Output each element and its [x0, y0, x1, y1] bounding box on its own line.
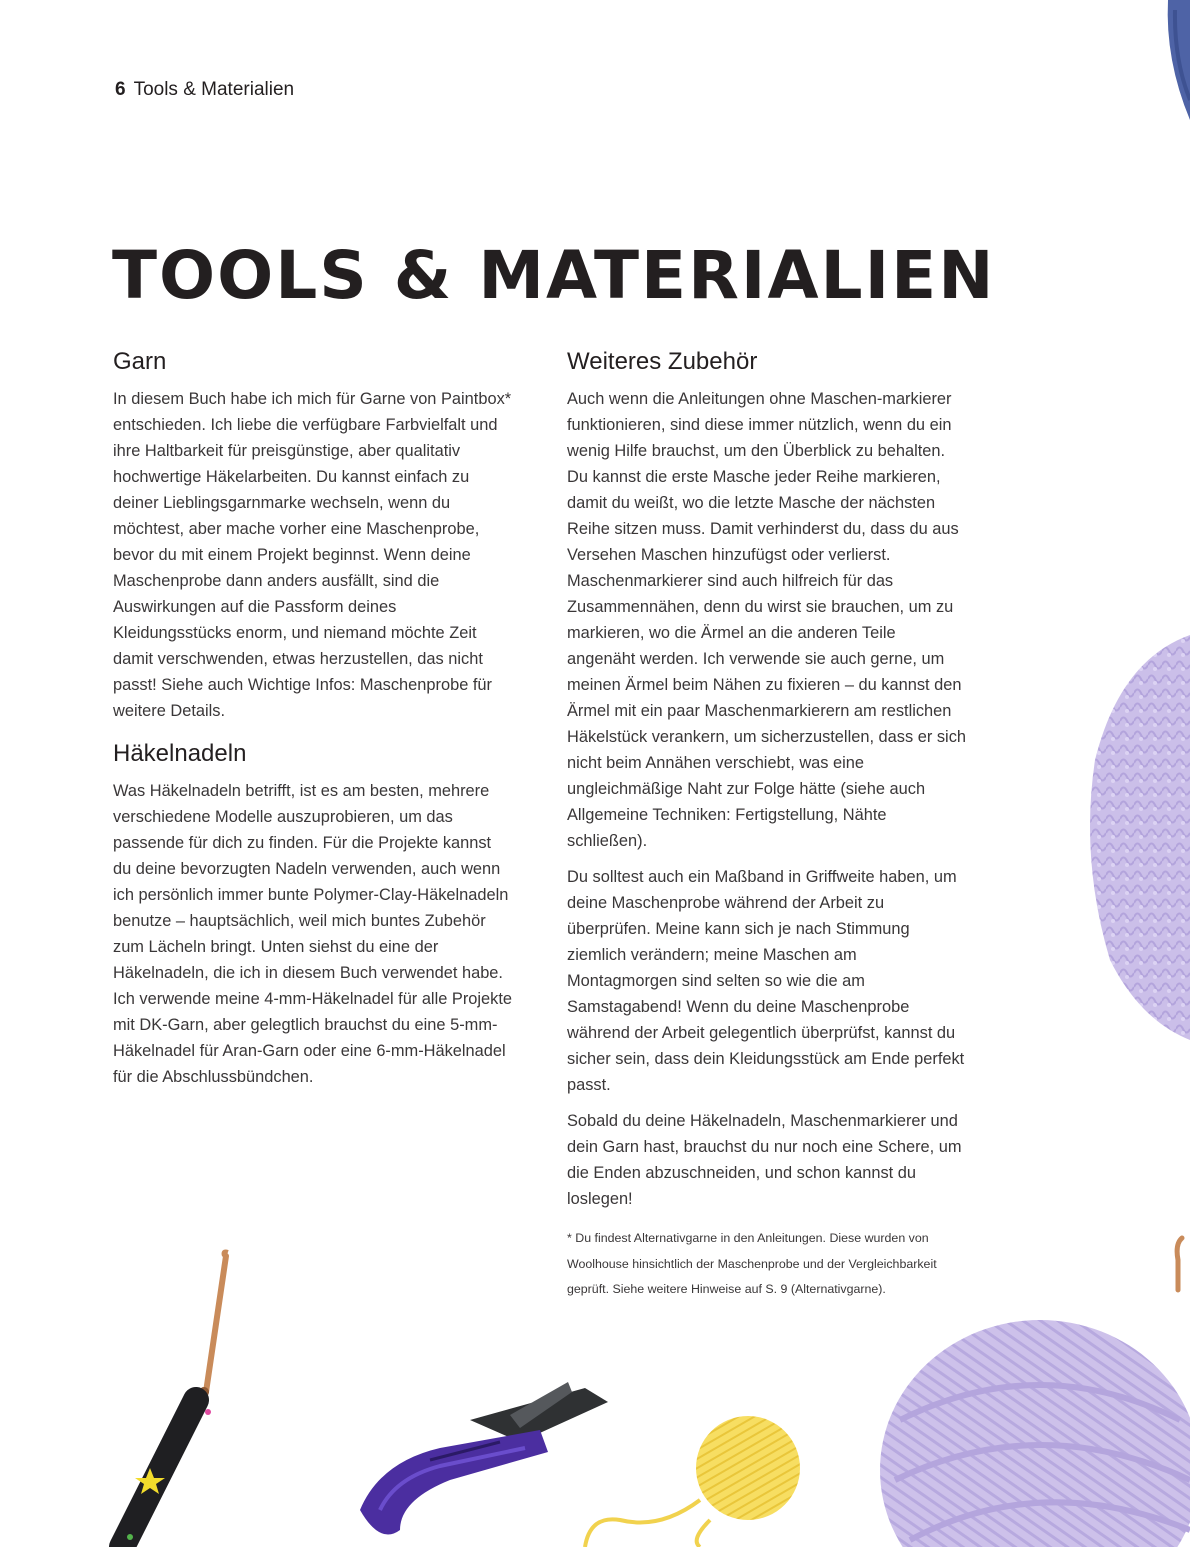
- running-head-section: Tools & Materialien: [133, 79, 295, 100]
- heading-garn: Garn: [113, 348, 167, 375]
- heading-weiteres-zubehoer: Weiteres Zubehör: [567, 348, 758, 375]
- left-column: [113, 344, 513, 1102]
- knitted-fabric-image: [1090, 635, 1190, 1040]
- footnote: * Du findest Alternativgarne in den Anleitungen. Diese wurden von Woolhouse hinsichtlich der Maschenprobe und der Vergleichbarkeit geprüft. Siehe weitere Hinweise auf S. 9 (Alternativgarne).: [567, 1231, 937, 1296]
- page-title: TOOLS & MATERIALIEN: [112, 237, 996, 314]
- crochet-hook-image: [122, 1252, 228, 1547]
- paragraph-garn: In diesem Buch habe ich mich für Garne von Paintbox* entschieden. Ich liebe die verfügbare Farbvielfalt und ihre Haltbarkeit für preisgünstige, aber qualitativ hochwertige Häkelarbeiten. Du kannst einfach zu deiner Lieblingsgarnmarke wechseln, wenn du möchtest, aber mache vorher eine Maschenprobe, bevor du mit einem Projekt beginnst. Wenn deine Maschenprobe dann anders ausfällt, sind die Auswirkungen auf die Passform deines Kleidungsstücks enorm, und niemand möchte Zeit damit verschwenden, etwas herzustellen, das nicht passt! Siehe auch Wichtige Infos: Maschenprobe für weitere Details.: [113, 390, 512, 720]
- paragraph-haekelnadeln: Was Häkelnadeln betrifft, ist es am besten, mehrere verschiedene Modelle auszuprobieren, um das passende für dich zu finden. Für die Projekte kannst du deine bevorzugten Nadeln verwenden, auch wenn ich persönlich immer bunte Polymer-Clay-Häkelnadeln benutze – hauptsächlich, weil mich buntes Zubehör zum Lächeln bringt. Unten siehst du eine der Häkelnadeln, die ich in diesem Buch verwendet habe. Ich verwende meine 4-mm-Häkelnadel für alle Projekte mit DK-Garn, aber gelegtlich brauchst du eine 5-mm-Häkelnadel für Aran-Garn oder eine 6-mm-Häkelnadel für die Abschlussbündchen.: [113, 782, 513, 1086]
- crochet-hook-right-image: [1177, 1238, 1182, 1290]
- section-haekelnadeln: [113, 736, 513, 1090]
- scissors-image: [360, 1382, 608, 1535]
- yellow-yarn-ball-image: [585, 1416, 800, 1547]
- heading-haekelnadeln: Häkelnadeln: [113, 740, 247, 767]
- paragraph-zubehoer-2: Du solltest auch ein Maßband in Griffweite haben, um deine Maschenprobe während der Arbeit zu überprüfen. Meine kann sich je nach Stimmung ziemlich verändern; meine Maschen am Montagmorgen sind selten so wie die am Samstagabend! Wenn du deine Maschenprobe während der Arbeit gelegentlich überprüfst, kannst du sicher sein, dass dein Kleidungsstück am Ende perfekt passt.: [567, 868, 965, 1094]
- page-number: 6: [115, 79, 126, 100]
- lilac-yarn-skein-image: [880, 1320, 1190, 1547]
- section-garn: [113, 344, 513, 724]
- paragraph-zubehoer-3: Sobald du deine Häkelnadeln, Maschenmarkierer und dein Garn hast, brauchst du nur noch eine Schere, um die Enden abzuschneiden, und schon kannst du loslegen!: [567, 1112, 962, 1208]
- right-column: [567, 344, 967, 1303]
- running-head: [115, 79, 294, 101]
- paragraph-zubehoer-1: Auch wenn die Anleitungen ohne Maschen-markierer funktionieren, sind diese immer nützlich, wenn du ein wenig Hilfe brauchst, um den Überblick zu behalten. Du kannst die erste Masche jeder Reihe markieren, damit du weißt, wo die letzte Masche der nächsten Reihe sitzen muss. Damit verhinderst du, dass du aus Versehen Maschen hinzufügst oder verlierst. Maschenmarkierer sind auch hilfreich für das Zusammennähen, denn du wirst sie brauchen, um zu markieren, wo die Ärmel an die anderen Teile angenäht werden. Ich verwende sie auch gerne, um meinen Ärmel beim Nähen zu fixieren – du kannst den Ärmel mit ein paar Maschenmarkierern am restlichen Häkelstück verankern, um sicherzustellen, dass er sich nicht beim Annähen verschiebt, was eine ungleichmäßige Naht zur Folge hätte (siehe auch Allgemeine Techniken: Fertigstellung, Nähte schließen).: [567, 390, 967, 850]
- blue-yarn-ball-image: [1168, 0, 1190, 120]
